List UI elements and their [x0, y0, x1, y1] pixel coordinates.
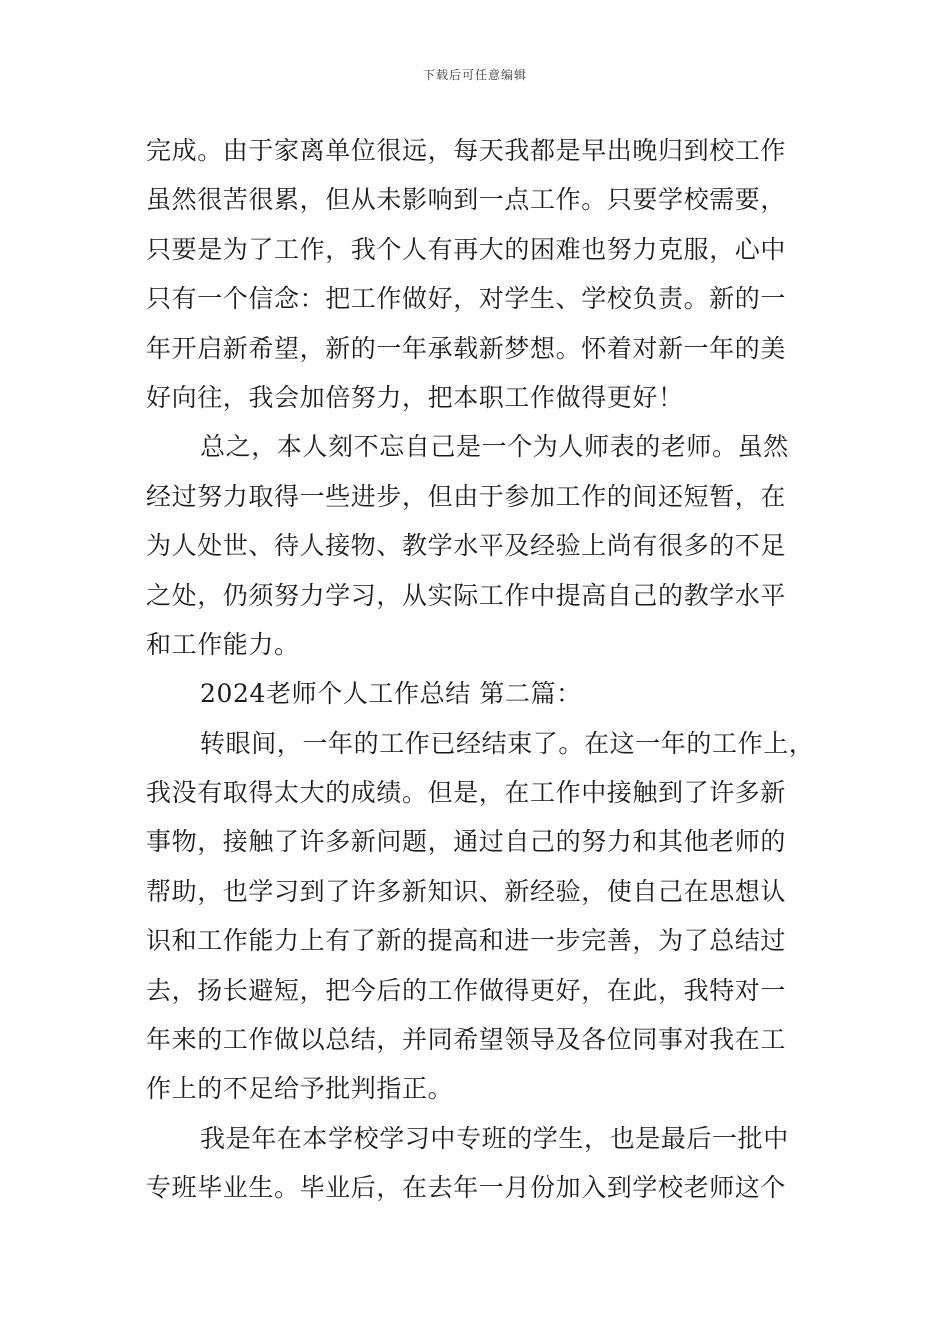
text-line: 只要是为了工作，我个人有再大的困难也努力克服，心中	[146, 234, 787, 264]
text-line: 之处，仍须努力学习，从实际工作中提高自己的教学水平	[146, 580, 787, 610]
text-line: 我没有取得太大的成绩。但是，在工作中接触到了许多新	[146, 778, 787, 808]
text-line: 年来的工作做以总结，并同希望领导及各位同事对我在工	[146, 1025, 787, 1055]
text-line: 好向往，我会加倍努力，把本职工作做得更好！	[146, 382, 684, 412]
text-line: 完成。由于家离单位很远，每天我都是早出晚归到校工作	[146, 136, 787, 165]
text-line: 经过努力取得一些进步，但由于参加工作的间还短暂，在	[146, 481, 787, 511]
header-note: 下载后可任意编辑	[422, 68, 527, 82]
text-line: 去，扬长避短，把今后的工作做得更好，在此，我特对一	[146, 975, 787, 1005]
document-body	[146, 126, 815, 1213]
text-line: 我是年在本学校学习中专班的学生，也是最后一批中	[200, 1123, 789, 1153]
text-line: 和工作能力。	[146, 629, 300, 659]
text-line: 为人处世、待人接物、教学水平及经验上尚有很多的不足	[146, 531, 787, 561]
text-line: 只有一个信念：把工作做好，对学生、学校负责。新的一	[146, 284, 787, 314]
text-line: 转眼间，一年的工作已经结束了。在这一年的工作上，	[200, 728, 815, 758]
text-line: 总之，本人刻不忘自己是一个为人师表的老师。虽然	[200, 432, 789, 462]
text-line: 作上的不足给予批判指正。	[146, 1074, 454, 1104]
text-line: 虽然很苦很累，但从未影响到一点工作。只要学校需要，	[146, 185, 787, 215]
text-line: 专班毕业生。毕业后，在去年一月份加入到学校老师这个	[146, 1173, 787, 1203]
text-line: 2024老师个人工作总结 第二篇：	[200, 679, 582, 709]
text-line: 识和工作能力上有了新的提高和进一步完善，为了总结过	[146, 926, 787, 956]
text-line: 帮助，也学习到了许多新知识、新经验，使自己在思想认	[146, 876, 787, 906]
text-line: 年开启新希望，新的一年承载新梦想。怀着对新一年的美	[146, 333, 787, 363]
text-line: 事物，接触了许多新问题，通过自己的努力和其他老师的	[146, 827, 787, 857]
